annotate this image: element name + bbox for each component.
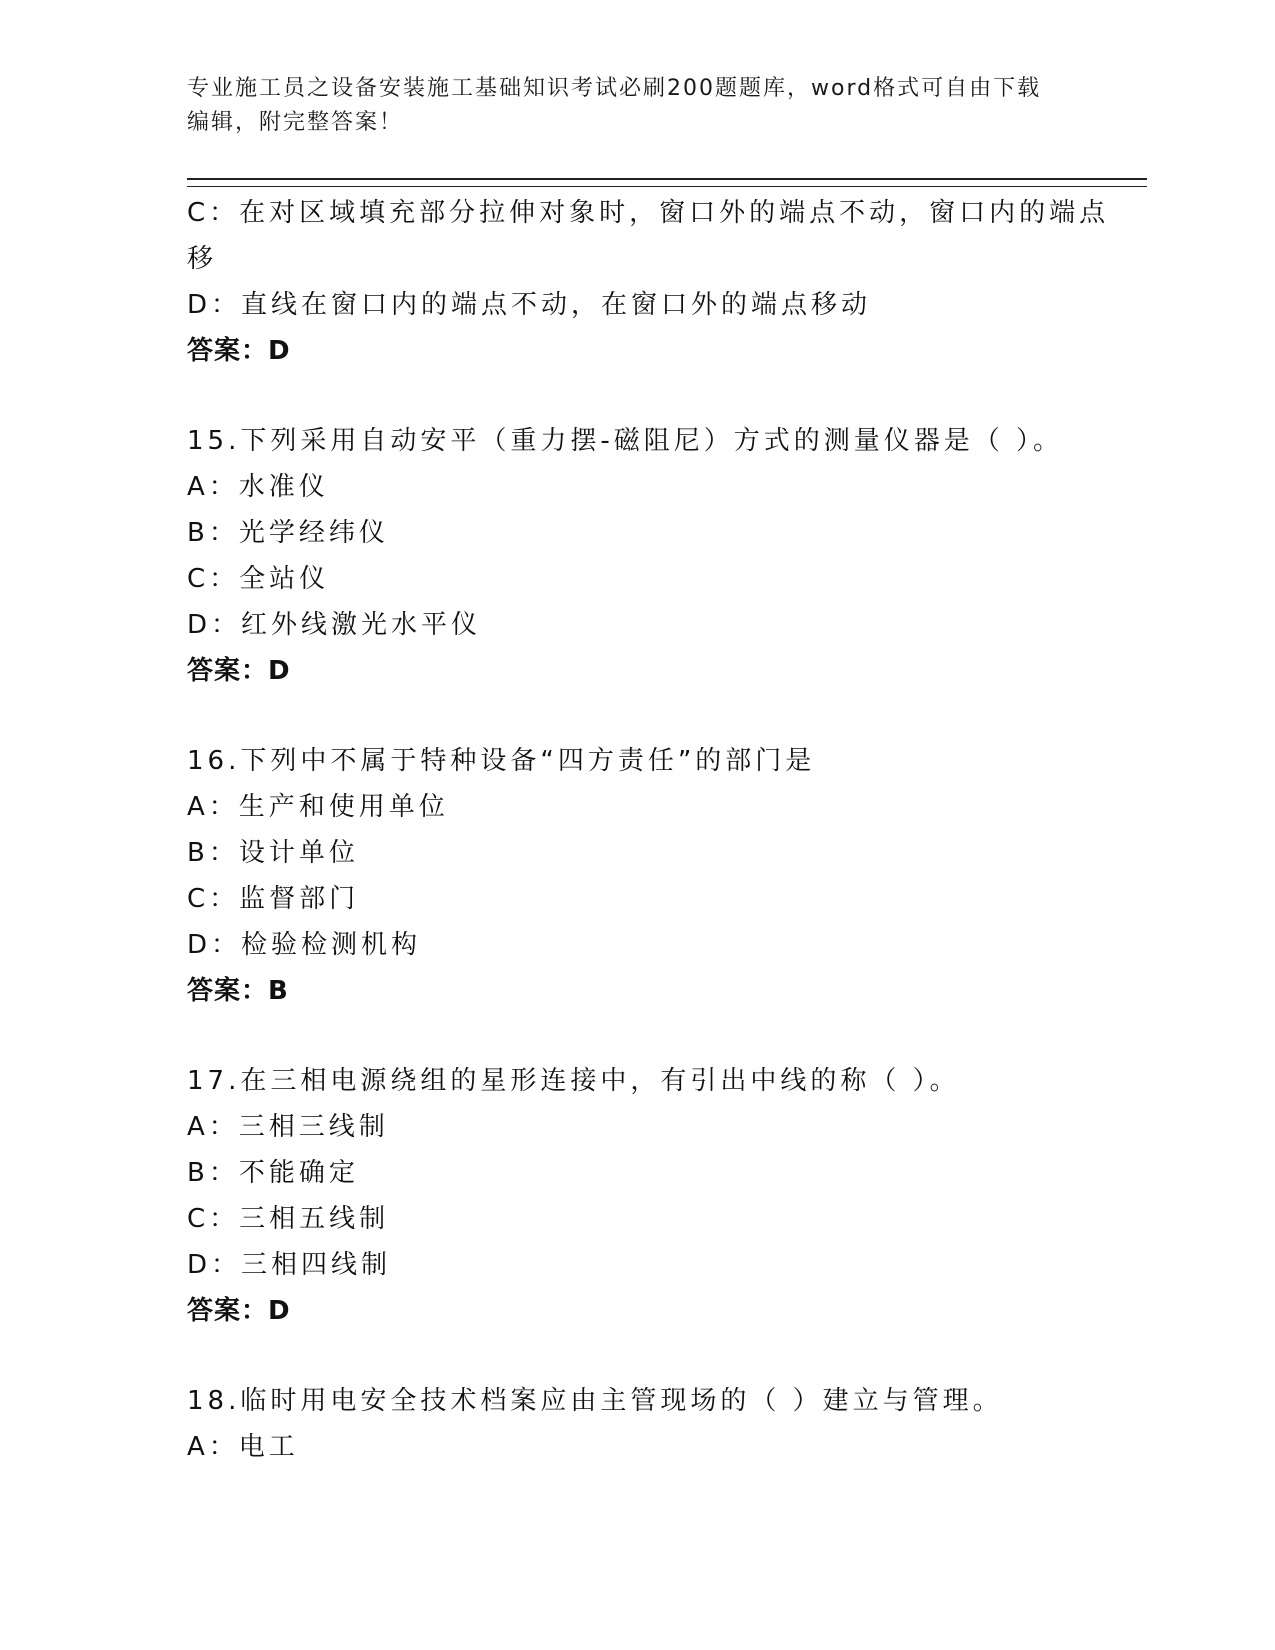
question-stem: 18.临时用电安全技术档案应由主管现场的（ ）建立与管理。	[187, 1386, 1003, 1416]
option-c: C：三相五线制	[187, 1204, 390, 1234]
answer: 答案：D	[187, 336, 291, 366]
header-title-line1: 专业施工员之设备安装施工基础知识考试必刷200题题库，word格式可自由下载	[187, 76, 1042, 101]
option-d: D：直线在窗口内的端点不动，在窗口外的端点移动	[187, 290, 872, 320]
document-body	[187, 190, 1110, 1470]
spacer	[187, 374, 1087, 418]
option-a: A：水准仪	[187, 472, 329, 502]
question-stem: 17.在三相电源绕组的星形连接中，有引出中线的称（ ）。	[187, 1066, 960, 1096]
question-15	[187, 418, 1087, 694]
question-17	[187, 1058, 1087, 1334]
option-c: C：监督部门	[187, 884, 360, 914]
option-d: D：红外线激光水平仪	[187, 610, 482, 640]
answer: 答案：D	[187, 1296, 291, 1326]
option-c-continued: 移	[187, 244, 218, 274]
answer: 答案：D	[187, 656, 291, 686]
question-stem: 15.下列采用自动安平（重力摆-磁阻尼）方式的测量仪器是（ ）。	[187, 426, 1063, 456]
question-stem: 16.下列中不属于特种设备“四方责任”的部门是	[187, 746, 816, 776]
header-title-line2: 编辑，附完整答案！	[187, 110, 404, 135]
question-18	[187, 1378, 1087, 1470]
option-b: B：光学经纬仪	[187, 518, 389, 548]
question-16	[187, 738, 1087, 1014]
spacer	[187, 1334, 1087, 1378]
option-d: D：检验检测机构	[187, 930, 422, 960]
option-d: D：三相四线制	[187, 1250, 392, 1280]
option-a: A：三相三线制	[187, 1112, 389, 1142]
option-a: A：生产和使用单位	[187, 792, 449, 822]
option-c: C：全站仪	[187, 564, 330, 594]
spacer	[187, 1014, 1087, 1058]
option-c: C：在对区域填充部分拉伸对象时，窗口外的端点不动，窗口内的端点	[187, 198, 1110, 228]
option-b: B：不能确定	[187, 1158, 359, 1188]
question-14-tail	[187, 190, 1110, 374]
answer: 答案：B	[187, 976, 289, 1006]
spacer	[187, 694, 1087, 738]
option-b: B：设计单位	[187, 838, 359, 868]
option-a: A：电工	[187, 1432, 299, 1462]
document-header	[187, 72, 1087, 140]
header-divider	[187, 178, 1147, 187]
